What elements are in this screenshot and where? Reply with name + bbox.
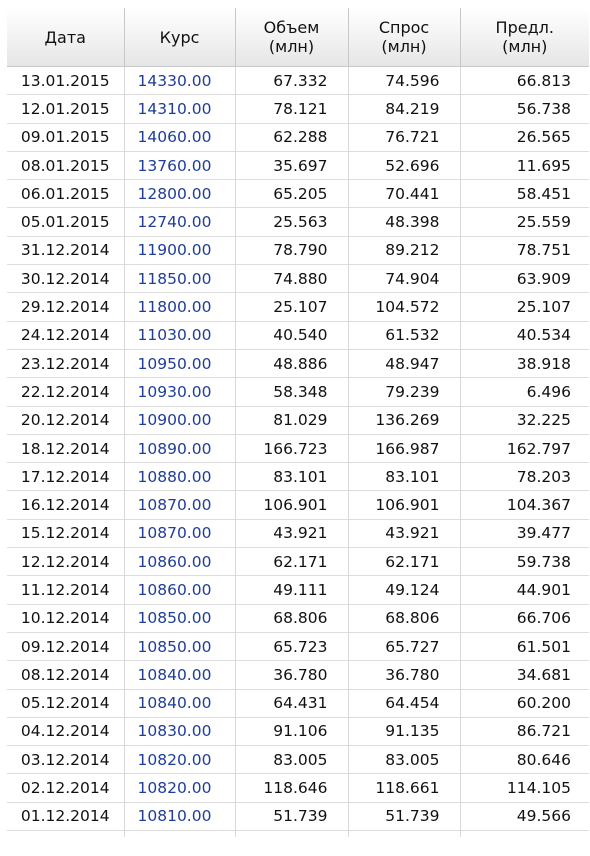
table-row [7,632,589,660]
cell-date: 23.12.2014 [7,349,124,377]
cell-volume: 64.431 [235,689,348,717]
table-row [7,349,589,377]
cell-demand: 48.398 [348,208,460,236]
cell-date: 12.12.2014 [7,548,124,576]
cell-date: 10.12.2014 [7,604,124,632]
table-row [7,717,589,745]
cell-supply: 60.200 [460,689,589,717]
cell-rate[interactable]: 11900.00 [124,236,235,264]
table-row [7,265,589,293]
cell-supply: 114.105 [460,774,589,802]
cell-date: 08.01.2015 [7,151,124,179]
column-header-rate[interactable] [124,8,235,67]
cell-demand: 106.901 [348,491,460,519]
cell-volume: 81.029 [235,406,348,434]
cell-rate[interactable]: 10870.00 [124,491,235,519]
table-row [7,406,589,434]
table-row [7,519,589,547]
cell-date: 31.12.2014 [7,236,124,264]
table-row [7,67,589,95]
cell-rate[interactable]: 10850.00 [124,604,235,632]
cell-rate[interactable]: 10950.00 [124,349,235,377]
cell-rate[interactable]: 10810.00 [124,802,235,830]
cell-date: 24.12.2014 [7,321,124,349]
cell-demand: 74.904 [348,265,460,293]
table-row [7,151,589,179]
cropped-title-strip [0,0,590,8]
cell-volume: 67.332 [235,67,348,95]
cell-date: 05.01.2015 [7,208,124,236]
cell-rate[interactable]: 10820.00 [124,746,235,774]
cell-demand: 79.239 [348,378,460,406]
table-body [7,67,589,838]
cell-demand: 49.124 [348,576,460,604]
cell-empty [460,831,589,838]
table-row [7,661,589,689]
cell-supply: 39.477 [460,519,589,547]
cell-volume: 35.697 [235,151,348,179]
cell-volume: 65.723 [235,632,348,660]
cell-supply: 34.681 [460,661,589,689]
cell-supply: 40.534 [460,321,589,349]
cell-date: 12.01.2015 [7,95,124,123]
cell-rate[interactable]: 10890.00 [124,434,235,462]
cell-volume: 25.563 [235,208,348,236]
cell-supply: 56.738 [460,95,589,123]
cell-rate[interactable]: 10820.00 [124,774,235,802]
cell-demand: 74.596 [348,67,460,95]
cell-date: 09.12.2014 [7,632,124,660]
table-row [7,774,589,802]
column-header-label: Предл. [495,18,554,37]
cell-rate[interactable]: 14310.00 [124,95,235,123]
table-row [7,434,589,462]
column-header-label: Курс [159,27,200,47]
cell-volume: 91.106 [235,717,348,745]
column-header-label: Дата [44,27,86,47]
table-row [7,208,589,236]
cell-demand: 61.532 [348,321,460,349]
cell-demand: 68.806 [348,604,460,632]
cell-demand: 84.219 [348,95,460,123]
cell-volume: 74.880 [235,265,348,293]
table-row [7,180,589,208]
table-row [7,548,589,576]
cell-volume: 78.790 [235,236,348,264]
table-row [7,746,589,774]
cell-empty [124,831,235,838]
cell-supply: 25.559 [460,208,589,236]
cell-rate[interactable]: 10830.00 [124,717,235,745]
cell-volume: 43.921 [235,519,348,547]
cell-date: 03.12.2014 [7,746,124,774]
cell-supply: 63.909 [460,265,589,293]
cell-supply: 104.367 [460,491,589,519]
cell-supply: 59.738 [460,548,589,576]
table-row [7,123,589,151]
cell-supply: 25.107 [460,293,589,321]
cell-date: 13.01.2015 [7,67,124,95]
cell-demand: 65.727 [348,632,460,660]
cell-volume: 83.005 [235,746,348,774]
cell-rate[interactable]: 10930.00 [124,378,235,406]
cell-rate[interactable]: 10850.00 [124,632,235,660]
cell-rate[interactable]: 10870.00 [124,519,235,547]
cell-date: 08.12.2014 [7,661,124,689]
cell-rate[interactable]: 10860.00 [124,548,235,576]
cell-rate[interactable]: 13760.00 [124,151,235,179]
column-header-unit: (млн) [502,37,548,56]
column-header-unit: (млн) [381,37,427,56]
cell-demand: 76.721 [348,123,460,151]
cell-rate[interactable]: 12800.00 [124,180,235,208]
cell-rate[interactable]: 11850.00 [124,265,235,293]
column-header-demand[interactable] [348,8,460,67]
cell-volume: 48.886 [235,349,348,377]
table-row [7,463,589,491]
cell-volume: 51.739 [235,802,348,830]
cell-date: 30.12.2014 [7,265,124,293]
cell-rate[interactable]: 10880.00 [124,463,235,491]
cell-rate[interactable]: 14060.00 [124,123,235,151]
cell-date: 11.12.2014 [7,576,124,604]
cell-date: 01.12.2014 [7,802,124,830]
cell-volume: 78.121 [235,95,348,123]
cell-demand: 104.572 [348,293,460,321]
cell-demand: 136.269 [348,406,460,434]
cell-demand: 62.171 [348,548,460,576]
cell-supply: 32.225 [460,406,589,434]
column-header-date[interactable] [7,8,124,67]
cell-demand: 91.135 [348,717,460,745]
column-header-label: Объем [263,18,320,37]
table-row [7,378,589,406]
column-header-supply[interactable] [460,8,589,67]
exchange-rate-table [7,8,589,837]
cell-date: 16.12.2014 [7,491,124,519]
cell-volume: 83.101 [235,463,348,491]
cell-supply: 162.797 [460,434,589,462]
cell-supply: 66.706 [460,604,589,632]
table-row [7,293,589,321]
cell-rate[interactable]: 10840.00 [124,689,235,717]
cell-demand: 36.780 [348,661,460,689]
cell-demand: 118.661 [348,774,460,802]
cell-volume: 65.205 [235,180,348,208]
cell-demand: 83.101 [348,463,460,491]
cell-supply: 11.695 [460,151,589,179]
cell-empty [235,831,348,838]
column-header-unit: (млн) [268,37,315,56]
cell-volume: 62.288 [235,123,348,151]
cell-volume: 166.723 [235,434,348,462]
cell-rate[interactable]: 10840.00 [124,661,235,689]
cell-supply: 38.918 [460,349,589,377]
cell-date: 04.12.2014 [7,717,124,745]
cell-volume: 58.348 [235,378,348,406]
table-row [7,576,589,604]
cell-supply: 78.203 [460,463,589,491]
cell-date: 09.01.2015 [7,123,124,151]
cell-demand: 89.212 [348,236,460,264]
column-header-volume[interactable] [235,8,348,67]
cell-supply: 80.646 [460,746,589,774]
cell-demand: 51.739 [348,802,460,830]
cell-volume: 40.540 [235,321,348,349]
cell-date: 05.12.2014 [7,689,124,717]
cell-supply: 66.813 [460,67,589,95]
cell-volume: 49.111 [235,576,348,604]
cell-date: 29.12.2014 [7,293,124,321]
table-row [7,321,589,349]
cell-supply: 26.565 [460,123,589,151]
cell-demand: 43.921 [348,519,460,547]
table-row [7,802,589,830]
cell-rate[interactable]: 12740.00 [124,208,235,236]
cell-demand: 70.441 [348,180,460,208]
cell-volume: 68.806 [235,604,348,632]
cell-date: 15.12.2014 [7,519,124,547]
cell-demand: 64.454 [348,689,460,717]
cell-volume: 118.646 [235,774,348,802]
column-header-label: Спрос [378,18,430,37]
cell-date: 17.12.2014 [7,463,124,491]
cell-demand: 83.005 [348,746,460,774]
cell-volume: 25.107 [235,293,348,321]
cell-volume: 36.780 [235,661,348,689]
cell-supply: 58.451 [460,180,589,208]
table-row [7,491,589,519]
cell-empty [348,831,460,838]
cell-date: 20.12.2014 [7,406,124,434]
table-row-partial [7,831,589,838]
cell-volume: 62.171 [235,548,348,576]
cell-empty [7,831,124,838]
table-row [7,236,589,264]
table-header-row [7,8,589,67]
cell-date: 02.12.2014 [7,774,124,802]
cell-rate[interactable]: 10900.00 [124,406,235,434]
cell-supply: 61.501 [460,632,589,660]
cell-demand: 166.987 [348,434,460,462]
table-row [7,95,589,123]
cell-supply: 86.721 [460,717,589,745]
cell-supply: 78.751 [460,236,589,264]
cell-rate[interactable]: 10860.00 [124,576,235,604]
cell-supply: 6.496 [460,378,589,406]
cell-demand: 52.696 [348,151,460,179]
table-row [7,604,589,632]
table-row [7,689,589,717]
cell-rate[interactable]: 14330.00 [124,67,235,95]
cell-rate[interactable]: 11800.00 [124,293,235,321]
cell-volume: 106.901 [235,491,348,519]
cell-rate[interactable]: 11030.00 [124,321,235,349]
cell-supply: 44.901 [460,576,589,604]
cell-demand: 48.947 [348,349,460,377]
cell-supply: 49.566 [460,802,589,830]
cell-date: 18.12.2014 [7,434,124,462]
cell-date: 06.01.2015 [7,180,124,208]
cell-date: 22.12.2014 [7,378,124,406]
